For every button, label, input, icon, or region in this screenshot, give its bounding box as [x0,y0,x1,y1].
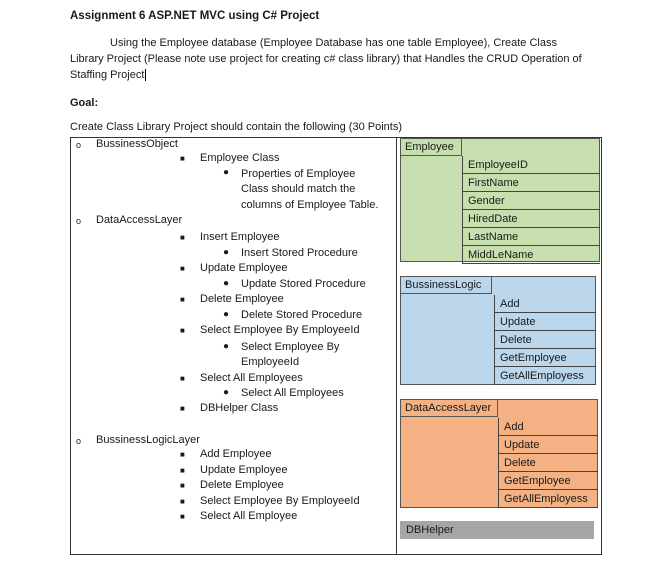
method-add: Add [494,295,596,313]
bussinesslogic-class-title: BussinessLogic [400,276,492,294]
sub-item: Update Stored Procedure [241,278,366,290]
list-item: Select All Employees [200,372,303,384]
section-dataaccesslayer: DataAccessLayer [96,214,183,226]
goal-heading: Goal: [70,97,99,109]
list-item: Delete Employee [200,293,284,305]
list-item: DBHelper Class [200,402,279,414]
list-item: Select Employee By EmployeeId [200,324,360,336]
dot-bullet-icon: ● [223,278,230,289]
field-firstname: FirstName [462,174,600,192]
sub-item: Properties of Employee [241,168,356,180]
employee-class-title: Employee [400,138,462,156]
field-hireddate: HiredDate [462,210,600,228]
sub-item: Class should match the [241,183,356,195]
list-item: Update Employee [200,262,288,274]
method-update: Update [498,436,598,454]
square-bullet-icon: ■ [180,264,185,273]
document-title: Assignment 6 ASP.NET MVC using C# Project [70,10,320,22]
employee-fields [462,156,600,264]
text-cursor [145,69,146,81]
square-bullet-icon: ■ [180,466,185,475]
list-item: Employee Class [200,152,280,164]
dataaccesslayer-methods [498,418,598,508]
sub-item: Select All Employees [241,387,344,399]
list-item: Select Employee By EmployeeId [200,495,360,507]
square-bullet-icon: ■ [180,326,185,335]
list-item: Add Employee [200,448,272,460]
dataaccesslayer-class-title: DataAccessLayer [400,399,498,417]
circle-bullet-icon: o [76,436,82,446]
sub-item: Select Employee By [241,341,340,353]
dot-bullet-icon: ● [223,167,230,178]
intro-line-3-text: Staffing Project [70,69,145,81]
intro-line-3 [70,69,615,81]
list-item: Update Employee [200,464,288,476]
square-bullet-icon: ■ [180,450,185,459]
square-bullet-icon: ■ [180,497,185,506]
method-getemployee: GetEmployee [494,349,596,367]
field-middlename: MiddLeName [462,246,600,264]
intro-line-1: Using the Employee database (Employee Database has one table Employee), Create Class [110,37,557,49]
field-lastname: LastName [462,228,600,246]
requirement-text: Create Class Library Project should contain the following (30 Points) [70,121,402,133]
square-bullet-icon: ■ [180,154,185,163]
list-item: Insert Employee [200,231,280,243]
square-bullet-icon: ■ [180,374,185,383]
list-item: Delete Employee [200,479,284,491]
section-bussinesslogiclayer: BussinessLogicLayer [96,434,200,446]
dot-bullet-icon: ● [223,387,230,398]
square-bullet-icon: ■ [180,233,185,242]
circle-bullet-icon: o [76,216,82,226]
table-divider [396,137,397,555]
field-employeeid: EmployeeID [462,156,600,174]
bussinesslogic-methods [494,295,596,385]
sub-item: Insert Stored Procedure [241,247,358,259]
method-getallemployess: GetAllEmployess [498,490,598,508]
square-bullet-icon: ■ [180,404,185,413]
method-getemployee: GetEmployee [498,472,598,490]
dot-bullet-icon: ● [223,309,230,320]
method-delete: Delete [494,331,596,349]
field-gender: Gender [462,192,600,210]
section-bussinessobject: BussinessObject [96,138,178,150]
dot-bullet-icon: ● [223,247,230,258]
sub-item: EmployeeId [241,356,300,368]
dot-bullet-icon: ● [223,341,230,352]
sub-item: Delete Stored Procedure [241,309,363,321]
square-bullet-icon: ■ [180,295,185,304]
intro-line-2: Library Project (Please note use project for creating c# class library) that Handles the CRUD Operation of [70,53,582,65]
list-item: Select All Employee [200,510,298,522]
sub-item: columns of Employee Table. [241,199,379,211]
square-bullet-icon: ■ [180,512,185,521]
dbhelper-class-box: DBHelper [400,521,594,539]
method-update: Update [494,313,596,331]
circle-bullet-icon: o [76,140,82,150]
square-bullet-icon: ■ [180,481,185,490]
method-getallemployess: GetAllEmployess [494,367,596,385]
method-delete: Delete [498,454,598,472]
method-add: Add [498,418,598,436]
